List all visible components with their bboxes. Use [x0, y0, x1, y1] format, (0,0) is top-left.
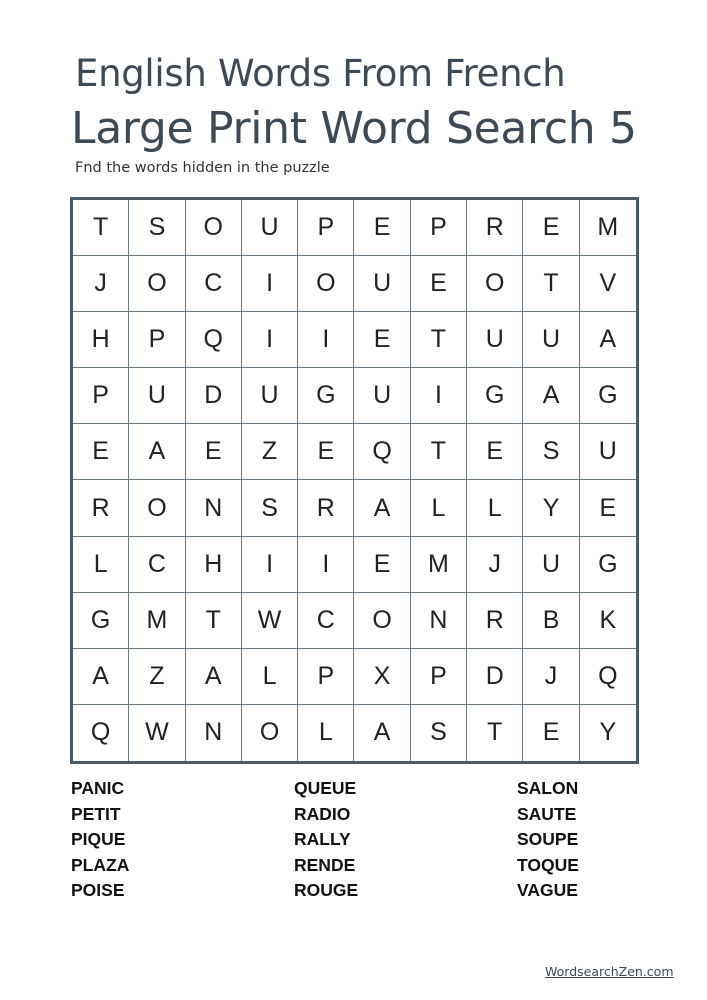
grid-cell[interactable]: N [186, 480, 242, 536]
grid-cell[interactable]: O [467, 256, 523, 312]
grid-cell[interactable]: M [580, 200, 636, 256]
grid-cell[interactable]: T [523, 256, 579, 312]
puzzle-grid [73, 200, 636, 761]
word-list-item: SOUPE [517, 829, 579, 850]
puzzle-grid-frame [70, 197, 639, 764]
grid-cell[interactable]: H [73, 312, 129, 368]
grid-cell[interactable]: Q [580, 649, 636, 705]
grid-cell[interactable]: I [242, 537, 298, 593]
grid-cell[interactable]: T [186, 593, 242, 649]
grid-cell[interactable]: H [186, 537, 242, 593]
grid-cell[interactable]: O [129, 480, 185, 536]
grid-cell[interactable]: C [186, 256, 242, 312]
grid-cell[interactable]: M [129, 593, 185, 649]
grid-cell[interactable]: E [354, 537, 410, 593]
site-link[interactable]: WordsearchZen.com [545, 964, 674, 979]
grid-cell[interactable]: P [129, 312, 185, 368]
word-list-item: VAGUE [517, 880, 578, 901]
grid-cell[interactable]: E [354, 312, 410, 368]
grid-cell[interactable]: S [242, 480, 298, 536]
word-list-column-1 [71, 776, 129, 904]
grid-cell[interactable]: G [580, 368, 636, 424]
grid-cell[interactable]: E [354, 200, 410, 256]
grid-cell[interactable]: J [523, 649, 579, 705]
grid-cell[interactable]: S [129, 200, 185, 256]
grid-cell[interactable]: R [298, 480, 354, 536]
grid-cell[interactable]: E [411, 256, 467, 312]
word-list-item: RALLY [294, 829, 351, 850]
grid-cell[interactable]: Q [73, 705, 129, 761]
grid-cell[interactable]: A [186, 649, 242, 705]
grid-cell[interactable]: Y [523, 480, 579, 536]
grid-cell[interactable]: B [523, 593, 579, 649]
grid-cell[interactable]: S [523, 424, 579, 480]
grid-cell[interactable]: E [467, 424, 523, 480]
grid-cell[interactable]: O [298, 256, 354, 312]
grid-cell[interactable]: T [467, 705, 523, 761]
grid-cell[interactable]: L [467, 480, 523, 536]
grid-cell[interactable]: A [73, 649, 129, 705]
grid-cell[interactable]: R [73, 480, 129, 536]
word-list-item: PLAZA [71, 854, 130, 875]
grid-cell[interactable]: L [73, 537, 129, 593]
grid-cell[interactable]: S [411, 705, 467, 761]
title-line-2: Large Print Word Search 5 [71, 103, 637, 154]
grid-cell[interactable]: T [411, 312, 467, 368]
grid-cell[interactable]: W [129, 705, 185, 761]
grid-cell[interactable]: P [298, 649, 354, 705]
grid-cell[interactable]: P [298, 200, 354, 256]
grid-cell[interactable]: P [73, 368, 129, 424]
grid-cell[interactable]: W [242, 593, 298, 649]
grid-cell[interactable]: I [298, 312, 354, 368]
grid-cell[interactable]: A [580, 312, 636, 368]
grid-cell[interactable]: L [242, 649, 298, 705]
grid-cell[interactable]: U [523, 537, 579, 593]
grid-cell[interactable]: Z [129, 649, 185, 705]
word-list-item: QUEUE [294, 778, 357, 798]
word-list-item: PETIT [71, 803, 121, 824]
word-list-item: TOQUE [517, 854, 579, 875]
grid-cell[interactable]: Y [599, 718, 617, 747]
word-list-item: RADIO [294, 803, 351, 824]
grid-cell[interactable]: R [467, 200, 523, 256]
grid-cell[interactable]: U [354, 368, 410, 424]
word-list-item: POISE [71, 880, 125, 901]
grid-cell[interactable]: O [242, 705, 298, 761]
grid-cell[interactable]: E [580, 480, 636, 536]
grid-cell[interactable]: G [298, 368, 354, 424]
grid-cell[interactable]: J [73, 256, 129, 312]
word-list-item: RENDE [294, 854, 356, 875]
grid-cell[interactable]: T [73, 200, 129, 256]
grid-cell[interactable]: C [129, 537, 185, 593]
grid-cell[interactable]: A [129, 424, 185, 480]
grid-cell[interactable]: N [186, 705, 242, 761]
grid-cell[interactable]: U [523, 312, 579, 368]
grid-cell[interactable]: U [129, 368, 185, 424]
word-list-item: PANIC [71, 778, 125, 798]
grid-cell[interactable]: Z [242, 424, 298, 480]
grid-cell[interactable]: O [354, 593, 410, 649]
grid-cell[interactable]: X [354, 649, 410, 705]
grid-cell[interactable]: U [242, 368, 298, 424]
grid-cell[interactable]: K [580, 593, 636, 649]
grid-cell[interactable]: E [298, 424, 354, 480]
grid-cell[interactable]: U [580, 424, 636, 480]
grid-cell[interactable]: Q [354, 424, 410, 480]
grid-cell[interactable]: N [411, 593, 467, 649]
grid-cell[interactable]: D [186, 368, 242, 424]
grid-cell[interactable]: D [467, 649, 523, 705]
grid-cell[interactable]: G [73, 593, 129, 649]
grid-cell[interactable]: Q [186, 312, 242, 368]
grid-cell[interactable]: M [411, 537, 467, 593]
instructions: Fnd the words hidden in the puzzle [75, 160, 330, 176]
word-list-item: SALON [517, 778, 579, 798]
title-line-1: English Words From French [75, 52, 566, 95]
grid-cell[interactable]: R [467, 593, 523, 649]
grid-cell[interactable]: I [242, 312, 298, 368]
grid-cell[interactable]: U [467, 312, 523, 368]
word-list-item: PIQUE [71, 829, 126, 850]
grid-cell[interactable]: I [242, 256, 298, 312]
word-list-column-3 [517, 776, 579, 904]
grid-cell[interactable]: U [354, 256, 410, 312]
grid-cell[interactable]: L [411, 480, 467, 536]
grid-cell[interactable]: U [242, 200, 298, 256]
grid-cell[interactable]: O [129, 256, 185, 312]
grid-cell[interactable]: G [580, 537, 636, 593]
grid-cell[interactable]: P [411, 649, 467, 705]
word-list-item: SAUTE [517, 803, 577, 824]
grid-cell[interactable]: V [580, 256, 636, 312]
grid-cell[interactable]: E [186, 424, 242, 480]
grid-cell[interactable]: E [73, 424, 129, 480]
grid-cell[interactable]: P [411, 200, 467, 256]
grid-cell[interactable]: A [354, 480, 410, 536]
grid-cell[interactable]: A [354, 705, 410, 761]
word-list-item: ROUGE [294, 880, 359, 901]
grid-cell[interactable]: O [186, 200, 242, 256]
grid-cell[interactable]: L [298, 705, 354, 761]
grid-cell[interactable]: C [298, 593, 354, 649]
grid-cell[interactable]: E [523, 200, 579, 256]
grid-cell[interactable]: J [467, 537, 523, 593]
grid-cell[interactable]: A [523, 368, 579, 424]
grid-cell[interactable]: I [411, 368, 467, 424]
grid-cell[interactable]: E [523, 705, 579, 761]
grid-cell[interactable]: I [298, 537, 354, 593]
grid-cell[interactable]: G [467, 368, 523, 424]
word-list-column-2 [294, 776, 358, 904]
grid-cell[interactable]: T [411, 424, 467, 480]
